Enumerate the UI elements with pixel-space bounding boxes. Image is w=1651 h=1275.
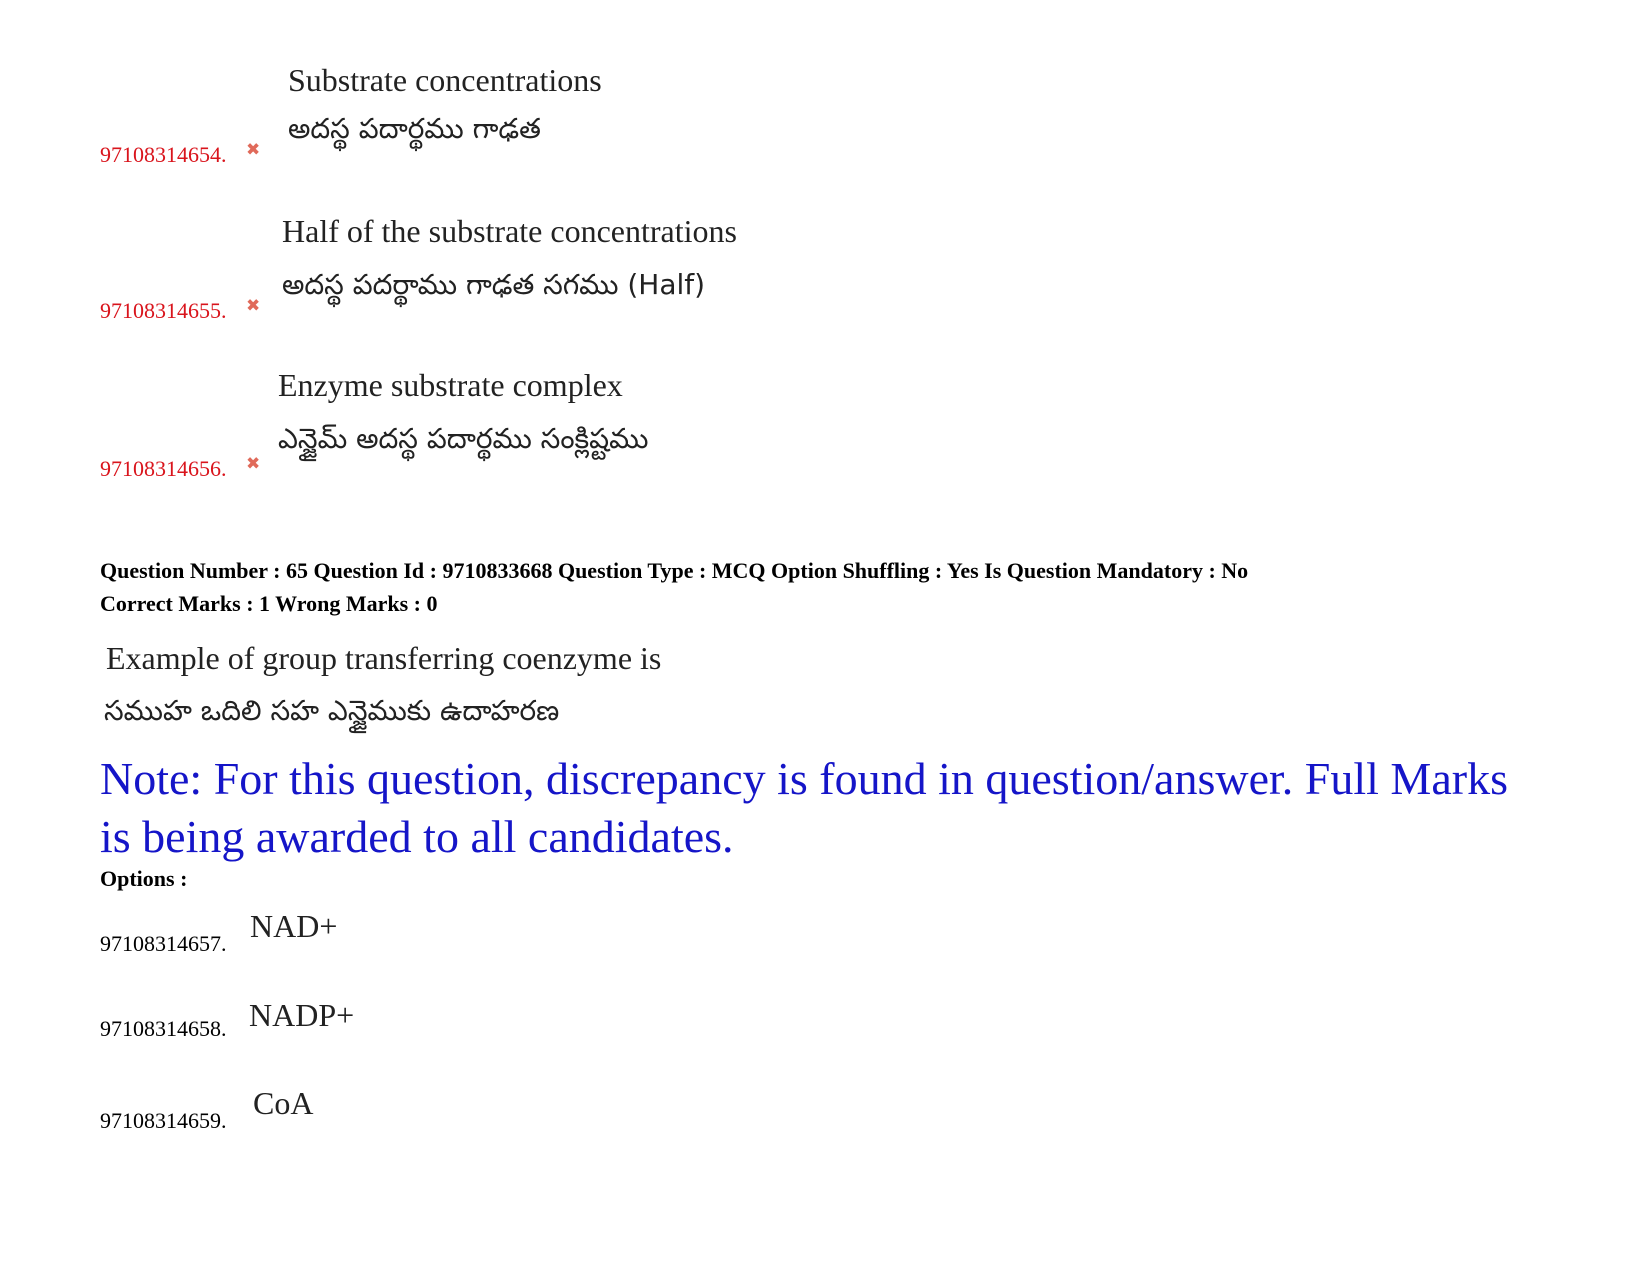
- question-meta-line: Question Number : 65 Question Id : 9710833668 Question Type : MCQ Option Shuffling : Yes Is Question Mandatory : No: [100, 558, 1249, 583]
- cross-icon: ✖: [246, 454, 261, 474]
- option-telugu-text: ఎన్జైమ్ అదస్థ పదార్థము సంక్లిష్టము: [278, 422, 649, 455]
- option-text: CoA: [253, 1085, 314, 1121]
- option-id: 97108314655.: [100, 298, 227, 323]
- options-label: Options :: [100, 866, 188, 891]
- question-text-telugu: సముహ ఒదిలి సహ ఎన్జైముకు ఉదాహరణ: [104, 694, 560, 727]
- cross-icon: ✖: [246, 296, 261, 316]
- question-text-english: Example of group transferring coenzyme is: [106, 640, 662, 676]
- option-text: NAD+: [250, 908, 338, 944]
- option-telugu-text: అదస్థ పదార్థము గాఢత: [288, 112, 541, 145]
- option-id: 97108314657.: [100, 931, 227, 956]
- cross-icon: ✖: [246, 140, 261, 160]
- option-english-text: Half of the substrate concentrations: [282, 213, 737, 249]
- option-id: 97108314656.: [100, 456, 227, 481]
- option-english-text: Enzyme substrate complex: [278, 367, 623, 403]
- option-text: NADP+: [249, 997, 355, 1033]
- question-marks-line: Correct Marks : 1 Wrong Marks : 0: [100, 591, 438, 616]
- option-id: 97108314659.: [100, 1108, 227, 1133]
- option-english-text: Substrate concentrations: [288, 62, 602, 98]
- option-telugu-text: అదస్థ పదర్థాము గాఢత సగము (Half): [282, 268, 706, 301]
- discrepancy-note: Note: For this question, discrepancy is found in question/answer. Full Marks is being awarded to all candidates.: [100, 753, 1508, 862]
- option-id: 97108314658.: [100, 1016, 227, 1041]
- option-id: 97108314654.: [100, 142, 227, 167]
